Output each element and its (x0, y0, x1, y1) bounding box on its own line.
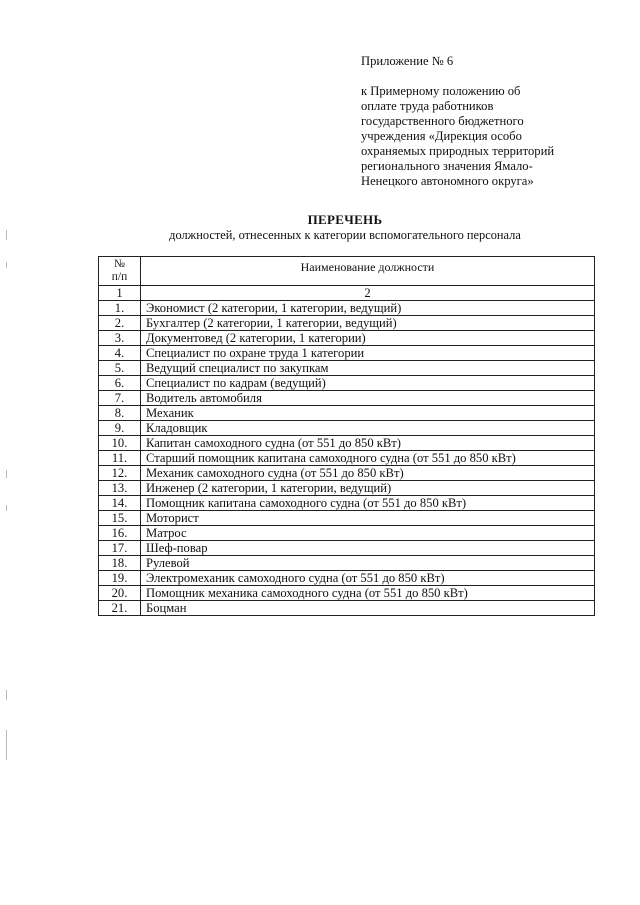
table-row (99, 601, 595, 616)
row-number: 18. (99, 556, 141, 571)
position-name: Документовед (2 категории, 1 категории) (141, 331, 595, 346)
table-row (99, 541, 595, 556)
table-row (99, 451, 595, 466)
position-name: Экономист (2 категории, 1 категории, ведущий) (141, 301, 595, 316)
position-name: Шеф-повар (141, 541, 595, 556)
table-row (99, 376, 595, 391)
column-index-cell: 1 (99, 286, 141, 301)
table-row (99, 436, 595, 451)
row-number: 19. (99, 571, 141, 586)
position-name: Механик (141, 406, 595, 421)
position-name: Специалист по кадрам (ведущий) (141, 376, 595, 391)
scan-edge-marks (4, 0, 10, 905)
position-name: Помощник капитана самоходного судна (от 551 до 850 кВт) (141, 496, 595, 511)
number-header-line: п/п (111, 271, 128, 283)
position-name: Помощник механика самоходного судна (от 551 до 850 кВт) (141, 586, 595, 601)
row-number: 14. (99, 496, 141, 511)
row-number: 20. (99, 586, 141, 601)
table-row (99, 361, 595, 376)
document-subtitle: должностей, отнесенных к категории вспомогательного персонала (169, 228, 521, 242)
row-number: 17. (99, 541, 141, 556)
row-number: 8. (99, 406, 141, 421)
table-row (99, 586, 595, 601)
document-title: ПЕРЕЧЕНЬ (307, 212, 383, 227)
row-number: 10. (99, 436, 141, 451)
table-row (99, 406, 595, 421)
row-number: 5. (99, 361, 141, 376)
position-name: Матрос (141, 526, 595, 541)
table-row (99, 421, 595, 436)
position-name: Боцман (141, 601, 595, 616)
row-number: 2. (99, 316, 141, 331)
row-number: 1. (99, 301, 141, 316)
appendix-number: Приложение № 6 (361, 54, 454, 68)
table-row (99, 481, 595, 496)
row-number: 3. (99, 331, 141, 346)
row-number: 15. (99, 511, 141, 526)
position-name: Старший помощник капитана самоходного судна (от 551 до 850 кВт) (141, 451, 595, 466)
position-name: Специалист по охране труда 1 категории (141, 346, 595, 361)
table-header-row (99, 257, 595, 286)
appendix-basis-line: регионального значения Ямало- (361, 159, 533, 173)
table-row (99, 301, 595, 316)
row-number: 7. (99, 391, 141, 406)
positions-table (98, 256, 595, 616)
number-header-line: № (114, 258, 125, 270)
position-name: Водитель автомобиля (141, 391, 595, 406)
row-number: 16. (99, 526, 141, 541)
table-row (99, 526, 595, 541)
table-row (99, 316, 595, 331)
position-name: Капитан самоходного судна (от 551 до 850 кВт) (141, 436, 595, 451)
table-row (99, 556, 595, 571)
position-name: Механик самоходного судна (от 551 до 850 кВт) (141, 466, 595, 481)
row-number: 9. (99, 421, 141, 436)
table-row (99, 346, 595, 361)
appendix-basis-line: охраняемых природных территорий (361, 144, 555, 158)
appendix-basis-line: учреждения «Дирекция особо (361, 129, 522, 143)
table-row (99, 511, 595, 526)
name-column-header: Наименование должности (141, 257, 595, 286)
position-name: Ведущий специалист по закупкам (141, 361, 595, 376)
appendix-basis-line: Ненецкого автономного округа» (361, 174, 534, 188)
position-name: Кладовщик (141, 421, 595, 436)
table-row (99, 466, 595, 481)
row-number: 21. (99, 601, 141, 616)
column-index-cell: 2 (141, 286, 595, 301)
row-number: 11. (99, 451, 141, 466)
position-name: Электромеханик самоходного судна (от 551 до 850 кВт) (141, 571, 595, 586)
row-number: 6. (99, 376, 141, 391)
appendix-basis-line: государственного бюджетного (361, 114, 524, 128)
table-row (99, 391, 595, 406)
position-name: Моторист (141, 511, 595, 526)
appendix-basis-line: оплате труда работников (361, 99, 494, 113)
column-index-row (99, 286, 595, 301)
row-number: 4. (99, 346, 141, 361)
position-name: Бухгалтер (2 категории, 1 категории, ведущий) (141, 316, 595, 331)
table-row (99, 571, 595, 586)
number-column-header (99, 257, 141, 286)
table-body (99, 286, 595, 616)
appendix-basis (361, 84, 554, 189)
table-row (99, 331, 595, 346)
appendix-basis-line: к Примерному положению об (361, 84, 521, 98)
position-name: Инженер (2 категории, 1 категории, ведущий) (141, 481, 595, 496)
position-name: Рулевой (141, 556, 595, 571)
row-number: 12. (99, 466, 141, 481)
appendix-block (361, 54, 554, 189)
table-row (99, 496, 595, 511)
row-number: 13. (99, 481, 141, 496)
